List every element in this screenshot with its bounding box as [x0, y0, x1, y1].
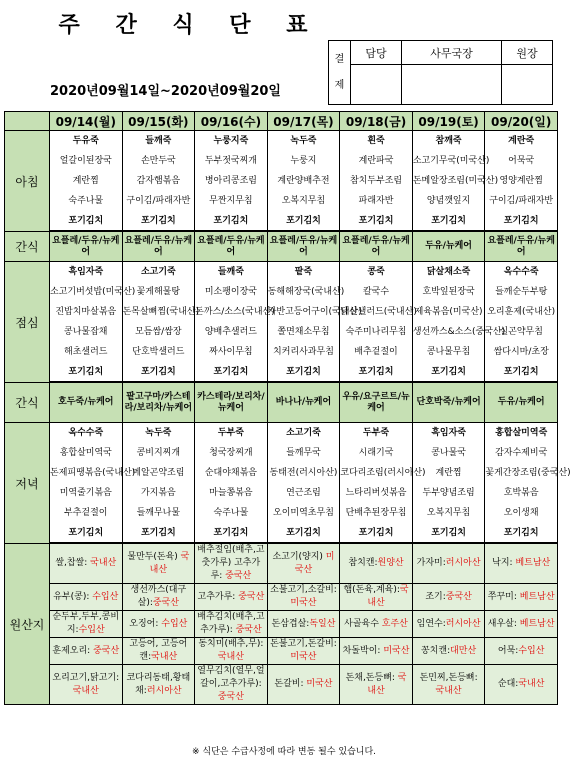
- breakfast-row: [5, 131, 558, 232]
- menu-item: 꽃게해물탕: [136, 287, 181, 297]
- day-header: 09/15(화): [122, 112, 195, 131]
- snack1-cell: 요플레/두유/뉴케어: [195, 232, 268, 262]
- menu-item: 계란죽: [508, 136, 535, 146]
- day-header-row: [5, 112, 558, 131]
- origin-item: 순대:: [497, 679, 519, 689]
- dinner-cell: [50, 423, 136, 544]
- menu-item: 오이생채: [503, 508, 539, 518]
- origin-cell: [50, 611, 123, 638]
- origin-country: 국내산: [72, 685, 99, 696]
- origin-cell: [195, 665, 268, 705]
- menu-item: 감자수제비국: [495, 448, 548, 458]
- menu-item: 단호박샐러드: [132, 347, 185, 357]
- origin-cell: [122, 611, 195, 638]
- breakfast-cell: [267, 131, 340, 232]
- menu-item: 메알곤약조림: [132, 468, 185, 478]
- origin-item: 고등어, 고등어캔:: [129, 639, 188, 662]
- menu-item: 돈제피땡볶음(국내산): [50, 468, 136, 478]
- origin-row: [5, 584, 558, 611]
- origin-country: 국내산: [90, 558, 117, 568]
- origin-item: 배추김치(배추,고추가루):: [197, 612, 265, 635]
- origin-item: 고추가루:: [197, 591, 239, 602]
- lunch-cell: [485, 262, 558, 383]
- menu-item: 포기김치: [123, 523, 195, 543]
- menu-item: 호박볶음: [503, 488, 539, 498]
- approval-col-2: 사무국장: [402, 41, 502, 65]
- menu-item: 코다리조림(러시아산): [340, 468, 426, 478]
- snack2-row: [5, 383, 558, 423]
- day-header: 09/18(금): [340, 112, 413, 131]
- menu-item: 닭살채소죽: [426, 267, 471, 277]
- menu-item: 포기김치: [195, 362, 267, 382]
- menu-item: 치커리사과무침: [273, 347, 334, 357]
- dinner-cell: [195, 423, 268, 544]
- breakfast-label: 아침: [5, 131, 50, 232]
- menu-item: 포기김치: [340, 362, 412, 382]
- origin-country: 수입산: [161, 618, 188, 629]
- menu-item: 미소팽이장국: [204, 287, 257, 297]
- menu-item: 진밥치마살볶음: [55, 307, 117, 317]
- menu-item: 쫄면채소무침: [277, 327, 330, 337]
- origin-item: 조기:: [425, 591, 446, 602]
- snack1-label: 간식: [5, 232, 50, 262]
- origin-item: 오징어:: [129, 618, 162, 629]
- origin-item: 꽁치캔:: [420, 645, 451, 656]
- lunch-cell: [195, 262, 275, 383]
- menu-item: 동태전(러시아산): [269, 468, 338, 478]
- menu-item: 호박잎된장국: [422, 287, 475, 297]
- approval-box: [328, 40, 553, 105]
- origin-cell: [122, 584, 195, 611]
- menu-item: 콩나물국: [431, 448, 466, 458]
- origin-country: 러시아산: [445, 618, 481, 629]
- menu-item: 두부죽: [217, 428, 244, 438]
- menu-item: 녹두죽: [290, 136, 317, 146]
- snack2-cell: 단호박죽/뉴케어: [412, 383, 485, 423]
- snack1-cell: 요플레/두유/뉴케어: [485, 232, 558, 262]
- menu-item: 포기김치: [413, 523, 485, 543]
- origin-item: 돈불고기,돈갈비:: [270, 639, 337, 649]
- menu-item: 얼갈이된장국: [59, 156, 112, 166]
- origin-item: 오리고기,닭고기:: [52, 672, 120, 683]
- origin-country: 베트남산: [519, 618, 555, 629]
- menu-item: 포기김치: [413, 211, 485, 231]
- menu-item: 옥수수죽: [503, 267, 539, 277]
- lunch-cell: [267, 262, 362, 383]
- origin-cell: [122, 544, 195, 584]
- menu-item: 숙주나물: [68, 196, 104, 206]
- origin-cell: [340, 611, 413, 638]
- origin-item: 임연수:: [416, 618, 446, 629]
- menu-item: 돈메알장조림(미국산): [412, 176, 499, 186]
- menu-item: 참깨죽: [435, 136, 462, 146]
- menu-item: 팥죽: [294, 267, 313, 277]
- snack2-cell: 팥고구마/카스테라/보리차/뉴케어: [122, 383, 195, 423]
- origin-item: 돈삼겹살:: [271, 618, 310, 629]
- origin-item: 차돌박이:: [342, 645, 384, 656]
- origin-item: 훈제오리:: [52, 645, 94, 656]
- menu-item: 어묵국: [508, 156, 535, 166]
- menu-item: 흑임자죽: [431, 428, 466, 438]
- menu-item: 포기김치: [268, 523, 340, 543]
- menu-item: 들깨죽: [217, 267, 244, 277]
- menu-item: 느타리버섯볶음: [345, 488, 407, 498]
- lunch-row: [5, 262, 558, 383]
- origin-cell: [50, 665, 123, 705]
- snack1-cell: 두유/뉴케어: [412, 232, 485, 262]
- origin-cell: [412, 611, 485, 638]
- origin-country: 국내산: [435, 685, 462, 696]
- menu-item: 미역줄기볶음: [59, 488, 112, 498]
- menu-item: 소고기버섯밥(미국산): [50, 287, 136, 297]
- menu-item: 참치두부조림: [349, 176, 403, 186]
- menu-item: 양배추샐러드: [204, 327, 257, 337]
- origin-item: 열무김치(열무,얼갈이,고추가루):: [197, 666, 265, 689]
- lunch-cell: [412, 262, 506, 383]
- dinner-cell: [412, 423, 485, 544]
- origin-country: 독일산: [309, 618, 336, 629]
- origin-country: 미국산: [306, 679, 333, 689]
- menu-item: 계란찜: [435, 468, 462, 478]
- page-title: 주 간 식 단 표: [58, 13, 322, 38]
- menu-item: 두부젓국찌개: [204, 156, 257, 166]
- menu-item: 소고기죽: [140, 267, 176, 277]
- menu-item: 청국장찌개: [209, 448, 253, 458]
- menu-item: 배추겉절이: [354, 347, 398, 357]
- origin-item: 가자미:: [416, 558, 446, 568]
- menu-item: 포기김치: [268, 211, 340, 231]
- origin-row: [5, 665, 558, 705]
- origin-country: 중국산: [445, 591, 472, 602]
- origin-item: 동치미(배추,무):: [198, 639, 264, 649]
- origin-cell: [267, 638, 340, 665]
- approval-col-1: 담당: [351, 41, 402, 65]
- origin-country: 중국산: [217, 692, 244, 702]
- origin-cell: [50, 544, 123, 584]
- origin-cell: [340, 544, 413, 584]
- menu-item: 병아리콩조림: [204, 176, 257, 186]
- snack1-cell: 요플레/두유/뉴케어: [122, 232, 195, 262]
- origin-cell: [267, 665, 340, 705]
- menu-item: 파래자반: [358, 196, 394, 206]
- menu-item: 닭살샐러드(국내산): [340, 307, 417, 317]
- origin-country: 미국산: [290, 598, 317, 608]
- origin-country: 베트남산: [515, 558, 551, 568]
- origin-cell: [485, 544, 558, 584]
- menu-item: 오리훈제(국내산): [487, 307, 556, 317]
- breakfast-cell: [340, 131, 413, 232]
- menu-item: 칼국수: [362, 287, 390, 297]
- menu-item: 포기김치: [50, 523, 122, 543]
- day-header: 09/17(목): [267, 112, 340, 131]
- origin-item: 순두부,두부,콩비지:: [52, 612, 120, 635]
- origin-item: 소불고기,소갈비:: [270, 585, 337, 595]
- origin-cell: [485, 638, 558, 665]
- origin-country: 국내산: [217, 652, 244, 662]
- origin-item: 코다리동태,황태채:: [126, 672, 191, 696]
- menu-item: 모듬쌈/쌈장: [135, 327, 182, 337]
- menu-item: 두부죽: [362, 428, 390, 438]
- origin-country: 중국산: [152, 598, 180, 608]
- origin-country: 중국산: [235, 625, 262, 635]
- origin-item: 물만두(돈육): [127, 551, 181, 562]
- menu-item: 꽃게간장조림(중국산): [485, 468, 571, 478]
- menu-item: 실곤약무침: [499, 327, 543, 337]
- breakfast-cell: [195, 131, 268, 232]
- snack2-cell: 바나나/뉴케어: [267, 383, 340, 423]
- snack1-cell: 요플레/두유/뉴케어: [50, 232, 123, 262]
- snack2-label: 간식: [5, 383, 50, 423]
- origin-country: 수입산: [518, 645, 545, 656]
- snack1-row: [5, 232, 558, 262]
- day-header: 09/16(수): [195, 112, 268, 131]
- menu-item: 무짠지무침: [209, 196, 253, 206]
- menu-item: 포기김치: [50, 362, 122, 382]
- menu-item: 오이미역초무침: [273, 508, 334, 518]
- origin-item: 쭈꾸미:: [487, 591, 520, 602]
- menu-item: 계란양배추전: [277, 176, 330, 186]
- menu-item: 흑임자죽: [68, 267, 104, 277]
- approval-col-3: 원장: [501, 41, 552, 65]
- origin-cell: [122, 638, 195, 665]
- menu-item: 시래기국: [358, 448, 394, 458]
- menu-item: 포기김치: [485, 362, 557, 382]
- menu-item: 두부양념조림: [422, 488, 475, 498]
- origin-country: 국내산: [367, 585, 409, 608]
- origin-cell: [340, 665, 413, 705]
- menu-item: 쌈다시마/초장: [493, 347, 549, 357]
- origin-item: 돈갈비:: [274, 679, 307, 689]
- origin-cell: [412, 665, 485, 705]
- origin-row: [5, 544, 558, 584]
- menu-item: 생선까스&소스(중국산): [412, 327, 506, 337]
- origin-country: 수입산: [92, 591, 119, 602]
- origin-country: 수입산: [78, 625, 105, 635]
- origin-item: 햄(돈육,계육):: [343, 585, 400, 595]
- menu-item: 동해해장국(국내산): [267, 287, 345, 297]
- menu-item: 짜사이무침: [209, 347, 253, 357]
- origin-cell: [50, 638, 123, 665]
- menu-item: 포기김치: [50, 211, 122, 231]
- menu-item: 콩비지찌개: [136, 448, 181, 458]
- origin-country: 러시아산: [146, 685, 182, 696]
- snack2-cell: 카스테라/보리차/뉴케어: [195, 383, 268, 423]
- origin-cell: [267, 584, 340, 611]
- origin-cell: [412, 584, 485, 611]
- approval-sign-1[interactable]: [351, 65, 402, 105]
- menu-item: 포기김치: [485, 523, 557, 543]
- menu-item: 포기김치: [340, 523, 412, 543]
- origin-country: 호주산: [381, 618, 408, 629]
- origin-cell: [485, 611, 558, 638]
- dinner-row: [5, 423, 558, 544]
- menu-item: 포기김치: [123, 211, 195, 231]
- dinner-cell: [485, 423, 571, 544]
- footnote: ※ 식단은 수급사정에 따라 변동 될수 있습니다.: [191, 747, 377, 757]
- origin-cell: [485, 665, 558, 705]
- menu-item: 연근조림: [286, 488, 321, 498]
- menu-item: 순대야채볶음: [204, 468, 257, 478]
- origin-country: 국내산: [367, 672, 407, 696]
- lunch-cell: [340, 262, 417, 383]
- origin-country: 미국산: [290, 652, 317, 662]
- menu-item: 포기김치: [195, 211, 267, 231]
- dinner-cell: [267, 423, 340, 544]
- approval-sign-2[interactable]: [402, 65, 502, 105]
- approval-label: 결 제: [329, 41, 351, 105]
- menu-item: 들깨무국: [286, 448, 321, 458]
- origin-label: 원산지: [5, 544, 50, 705]
- menu-item: 녹두죽: [145, 428, 172, 438]
- menu-item: 포기김치: [340, 211, 412, 231]
- origin-cell: [195, 584, 268, 611]
- origin-item: 어묵:: [497, 645, 519, 656]
- origin-item: 사골육수: [344, 618, 382, 629]
- menu-item: 콩나물잡채: [64, 327, 108, 337]
- origin-country: 중국산: [225, 571, 252, 581]
- origin-item: 유부(콩):: [53, 591, 93, 602]
- origin-item: 참치캔:: [348, 558, 378, 568]
- menu-item: 콩죽: [367, 267, 385, 277]
- menu-item: 자반고등어구이(국내산): [267, 307, 362, 317]
- menu-item: 해초샐러드: [64, 347, 108, 357]
- corner-cell: [5, 112, 50, 131]
- menu-item: 오복지무침: [426, 508, 471, 518]
- menu-item: 숙주나물: [213, 508, 249, 518]
- dinner-label: 저녁: [5, 423, 50, 544]
- menu-item: 홍합살미역죽: [495, 428, 548, 438]
- menu-item: 마늘쫑볶음: [209, 488, 253, 498]
- menu-item: 포기김치: [485, 211, 557, 231]
- menu-item: 포기김치: [268, 362, 340, 382]
- breakfast-cell: [50, 131, 123, 232]
- menu-item: 흰죽: [367, 136, 385, 146]
- origin-cell: [122, 665, 195, 705]
- origin-item: 쌀,찹쌀:: [55, 558, 91, 568]
- origin-cell: [340, 638, 413, 665]
- dinner-cell: [340, 423, 426, 544]
- dinner-cell: [122, 423, 195, 544]
- menu-item: 가지볶음: [140, 488, 176, 498]
- menu-item: 단배추된장무침: [345, 508, 407, 518]
- origin-country: 중국산: [238, 591, 265, 602]
- menu-item: 부추겉절이: [64, 508, 108, 518]
- origin-country: 러시아산: [445, 558, 481, 568]
- origin-item: 소고기(양지): [272, 551, 326, 562]
- menu-item: 포기김치: [195, 523, 267, 543]
- lunch-label: 점심: [5, 262, 50, 383]
- origin-item: 낙지:: [492, 558, 516, 568]
- menu-item: 들깨무나물: [136, 508, 181, 518]
- menu-item: 영양계란찜: [499, 176, 543, 186]
- origin-cell: [267, 611, 340, 638]
- menu-item: 양념깻잎지: [426, 196, 471, 206]
- origin-country: 중국산: [93, 645, 120, 656]
- origin-country: 베트남산: [519, 591, 555, 602]
- menu-item: 계란찜: [72, 176, 99, 186]
- menu-item: 두유죽: [72, 136, 99, 146]
- menu-item: 포기김치: [123, 362, 195, 382]
- menu-period: 2020년09월14일~2020년09월20일: [50, 84, 281, 99]
- origin-item: 돈채,돈등뼈:: [345, 672, 398, 683]
- menu-item: 옥수수죽: [68, 428, 104, 438]
- menu-item: 누룽지: [290, 156, 317, 166]
- lunch-cell: [50, 262, 136, 383]
- origin-cell: [267, 544, 340, 584]
- snack2-cell: 두유/뉴케어: [485, 383, 558, 423]
- lunch-cell: [122, 262, 200, 383]
- menu-item: 돈까스/소스(국내산): [195, 307, 275, 317]
- origin-cell: [50, 584, 123, 611]
- menu-item: 홍합살미역국: [59, 448, 112, 458]
- menu-item: 구이김/파래자반: [126, 196, 191, 206]
- origin-item: 생선까스(대구살):: [130, 585, 187, 608]
- origin-cell: [195, 544, 268, 584]
- snack1-cell: 요플레/두유/뉴케어: [267, 232, 340, 262]
- day-header: 09/14(월): [50, 112, 123, 131]
- menu-item: 감자햄볶음: [136, 176, 181, 186]
- approval-sign-3[interactable]: [501, 65, 552, 105]
- origin-row: [5, 638, 558, 665]
- menu-item: 오복지무침: [281, 196, 326, 206]
- origin-country: 원양산: [377, 558, 404, 568]
- menu-item: 제육볶음(미국산): [414, 307, 483, 317]
- menu-item: 구이김/파래자반: [489, 196, 554, 206]
- day-header: 09/20(일): [485, 112, 558, 131]
- weekly-menu-table: [4, 111, 571, 705]
- origin-row: [5, 611, 558, 638]
- origin-country: 국내산: [151, 652, 178, 662]
- menu-item: 숙주미나리무침: [345, 327, 407, 337]
- origin-item: 새우살:: [487, 618, 520, 629]
- menu-item: 누룽지죽: [213, 136, 249, 146]
- origin-country: 미국산: [294, 551, 335, 575]
- origin-country: 미국산: [383, 645, 410, 656]
- origin-cell: [195, 638, 268, 665]
- origin-cell: [485, 584, 558, 611]
- origin-cell: [412, 544, 485, 584]
- menu-item: 계란파국: [358, 156, 394, 166]
- origin-country: 국내산: [518, 679, 545, 689]
- snack2-cell: 호두죽/뉴케어: [50, 383, 123, 423]
- origin-cell: [195, 611, 268, 638]
- menu-item: 소고기무국(미국산): [412, 156, 490, 166]
- origin-item: 배추절임(배추,고춧가루) 고추가루:: [197, 545, 265, 581]
- day-header: 09/19(토): [412, 112, 485, 131]
- origin-item: 돈민찌,돈등뼈:: [419, 672, 478, 683]
- breakfast-cell: [122, 131, 195, 232]
- origin-country: 국내산: [149, 551, 190, 575]
- origin-country: 대만산: [450, 645, 477, 656]
- menu-item: 손만두국: [140, 156, 176, 166]
- breakfast-cell: [412, 131, 499, 232]
- menu-item: 돈목살뼈찜(국내산): [122, 307, 200, 317]
- snack1-cell: 요플레/두유/뉴케어: [340, 232, 413, 262]
- origin-cell: [412, 638, 485, 665]
- menu-item: 소고기죽: [286, 428, 321, 438]
- menu-item: 들깨순두부탕: [495, 287, 548, 297]
- menu-item: 포기김치: [413, 362, 485, 382]
- menu-item: 들깨죽: [145, 136, 172, 146]
- snack2-cell: 우유/요구르트/뉴케어: [340, 383, 413, 423]
- menu-item: 콩나물무침: [426, 347, 471, 357]
- origin-cell: [340, 584, 413, 611]
